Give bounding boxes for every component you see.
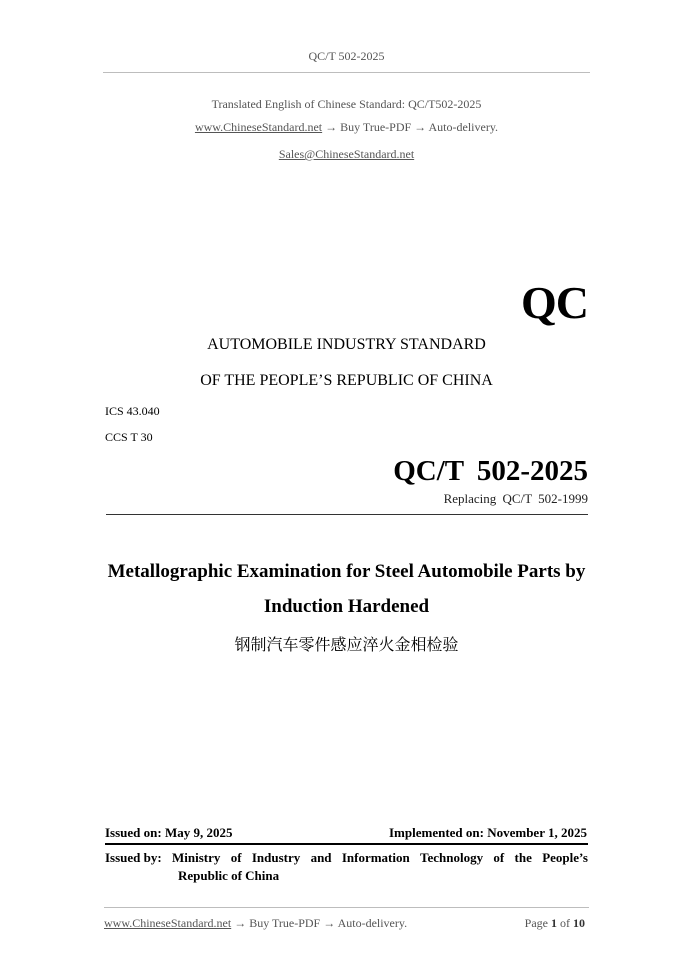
footer-tagline: → Buy True-PDF → Auto-delivery.: [231, 916, 408, 930]
page-of: of: [560, 916, 570, 930]
issued-by-word: of: [493, 850, 505, 865]
replacing-note: Replacing QC/T 502-1999: [443, 491, 588, 506]
footer-purchase-line: [104, 916, 407, 931]
issued-by-line1: [105, 850, 588, 866]
page-total: 10: [573, 916, 585, 930]
sales-email-link[interactable]: Sales@ChineseStandard.net: [278, 147, 415, 161]
purchase-tagline: → Buy True-PDF → Auto-delivery.: [322, 120, 499, 134]
ccs-code: CCS T 30: [105, 430, 153, 444]
ics-code: ICS 43.040: [105, 404, 160, 418]
document-title-chinese: 钢制汽车零件感应淬火金相检验: [234, 635, 459, 654]
sales-line: [0, 147, 693, 162]
running-header: QC/T 502-2025: [308, 49, 385, 63]
implemented-on-date: Implemented on: November 1, 2025: [389, 825, 587, 840]
footer-site-link[interactable]: www.ChineseStandard.net: [104, 916, 232, 930]
issued-by: [105, 850, 588, 884]
qc-logo: QC: [521, 277, 588, 328]
issued-by-line2: Republic of China: [178, 868, 280, 883]
translation-notice: Translated English of Chinese Standard: QC/T502-2025: [211, 97, 482, 111]
issued-by-label: Issued by:: [105, 850, 162, 865]
standard-type-line1: AUTOMOBILE INDUSTRY STANDARD: [207, 336, 486, 353]
page-indicator: [525, 916, 585, 931]
issued-by-word: People’s: [542, 850, 588, 865]
issued-by-word: of: [230, 850, 242, 865]
purchase-line: [0, 120, 693, 135]
issued-on-date: Issued on: May 9, 2025: [105, 825, 233, 840]
page-label: Page: [524, 916, 548, 930]
issued-by-word: Industry: [251, 850, 301, 865]
page-current: 1: [551, 916, 557, 930]
standard-number: QC/T 502-2025: [393, 455, 588, 487]
dates-divider: [105, 843, 588, 845]
issued-by-word: and: [310, 850, 332, 865]
issued-by-word: Ministry: [172, 850, 221, 865]
issued-by-word: Technology: [420, 850, 484, 865]
site-link[interactable]: www.ChineseStandard.net: [194, 120, 323, 134]
standard-type-line2: OF THE PEOPLE’S REPUBLIC OF CHINA: [200, 372, 493, 389]
footer-divider: [104, 907, 589, 908]
issued-by-word: the: [514, 850, 532, 865]
title-divider: [106, 514, 588, 515]
issued-by-word: Information: [341, 850, 410, 865]
header-divider: [103, 72, 590, 73]
document-title-line1: Metallographic Examination for Steel Automobile Parts by: [107, 561, 586, 582]
document-title-line2: Induction Hardened: [263, 596, 430, 617]
